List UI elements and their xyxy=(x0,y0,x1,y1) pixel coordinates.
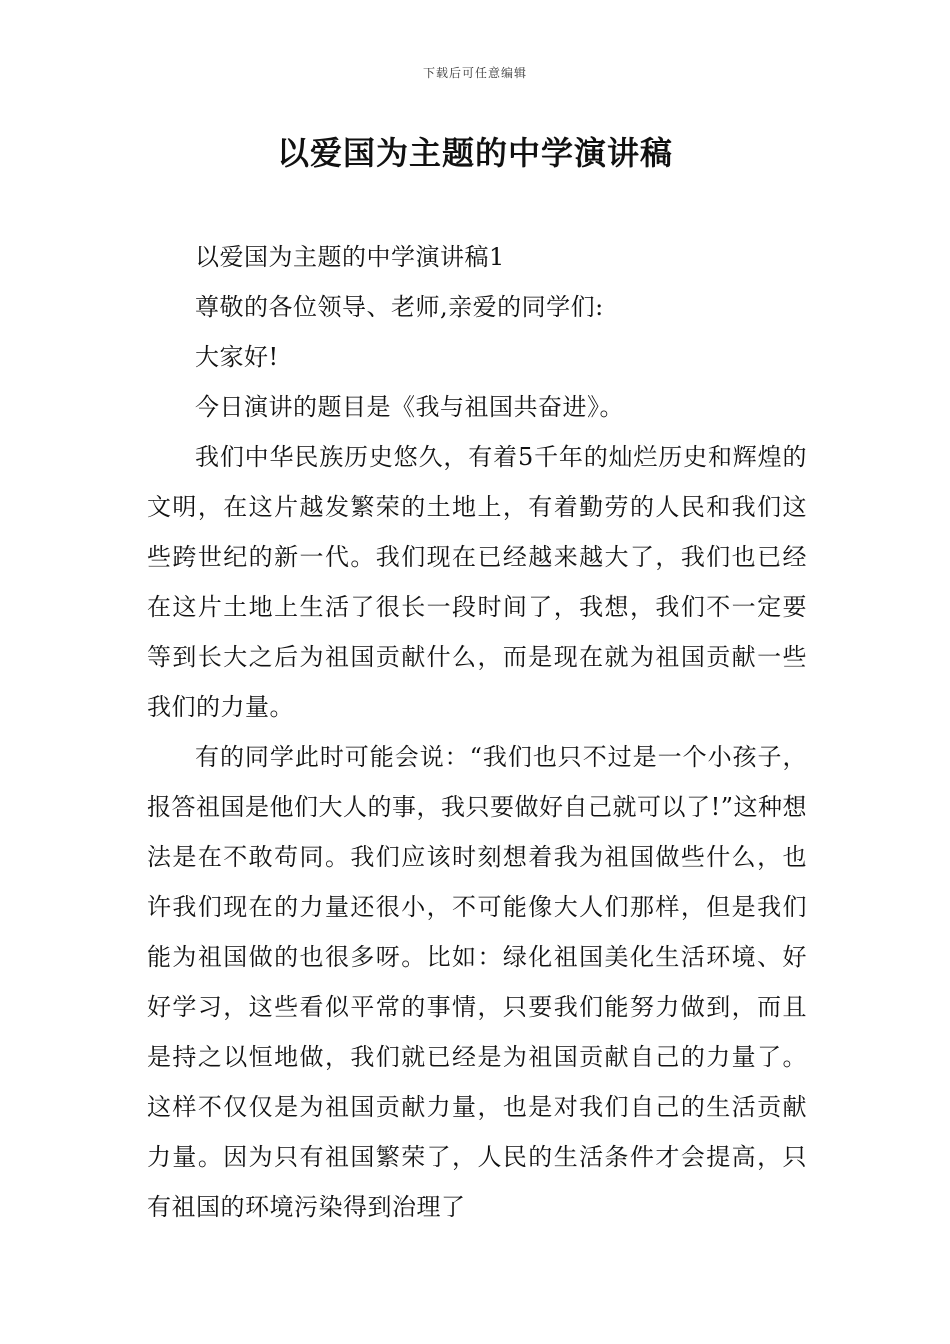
paragraph-body-1: 我们中华民族历史悠久，有着5千年的灿烂历史和辉煌的文明，在这片越发繁荣的土地上，有着勤劳的人民和我们这些跨世纪的新一代。我们现在已经越来越大了，我们也已经在这片土地上生活了很长一段时间了，我想，我们不一定要等到长大之后为祖国贡献什么，而是现在就为祖国贡献一些我们的力量。 xyxy=(147,443,807,721)
paragraph-heading: 以爱国为主题的中学演讲稿1 xyxy=(195,243,505,271)
paragraph-topic: 今日演讲的题目是《我与祖国共奋进》。 xyxy=(195,393,624,421)
document-title: 以爱国为主题的中学演讲稿 xyxy=(276,134,673,172)
paragraph-salutation: 尊敬的各位领导、老师,亲爱的同学们: xyxy=(195,293,604,321)
paragraph-greeting: 大家好! xyxy=(195,343,279,371)
header-note: 下载后可任意编辑 xyxy=(422,66,527,80)
document-body xyxy=(147,232,807,1232)
paragraph-body-2: 有的同学此时可能会说：“我们也只不过是一个小孩子，报答祖国是他们大人的事，我只要做好自己就可以了!”这种想法是在不敢苟同。我们应该时刻想着我为祖国做些什么，也许我们现在的力量还很小，不可能像大人们那样，但是我们能为祖国做的也很多呀。比如：绿化祖国美化生活环境、好好学习，这些看似平常的事情，只要我们能努力做到，而且是持之以恒地做，我们就已经是为祖国贡献自己的力量了。这样不仅仅是为祖国贡献力量，也是对我们自己的生活贡献力量。因为只有祖国繁荣了，人民的生活条件才会提高，只有祖国的环境污染得到治理了 xyxy=(147,743,807,1221)
